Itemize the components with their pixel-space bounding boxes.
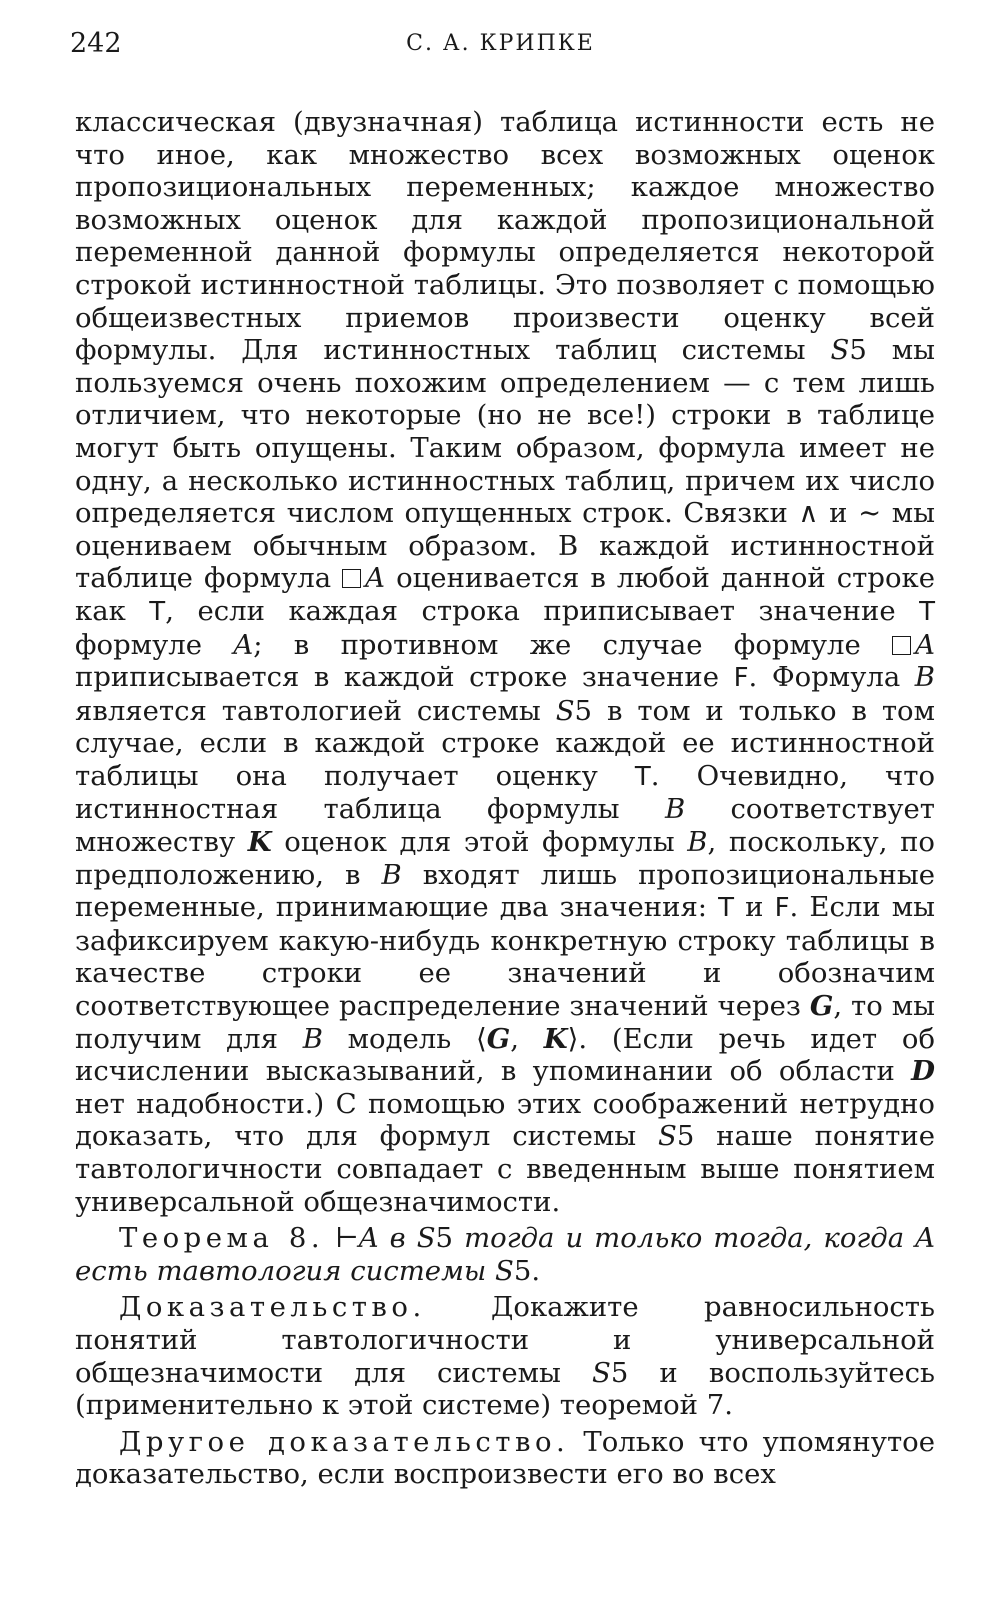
alternative-proof: Другое доказательство. Только что упомянутое доказательство, если воспроизвести его во всех	[75, 1425, 935, 1491]
page-header	[70, 28, 931, 68]
necessity-box-icon	[892, 636, 911, 655]
page-number: 242	[70, 28, 122, 59]
theorem-label: Теорема 8.	[119, 1222, 325, 1255]
theorem-8: Теорема 8. ⊢A в S5 тогда и только тогда, когда A есть тавтология системы S5.	[75, 1222, 935, 1287]
necessity-box-icon	[342, 569, 361, 588]
running-head: С. А. КРИПКЕ	[406, 31, 595, 56]
alt-proof-label: Другое доказательство.	[119, 1425, 570, 1458]
proof: Доказательство. Докажите равносильность понятий тавтологичности и универсальной общезначимости для системы S5 и воспользуйтесь (применительно к этой системе) теоремой 7.	[75, 1291, 935, 1422]
conjunction-symbol: ∧	[798, 497, 819, 530]
proof-label: Доказательство.	[119, 1291, 426, 1324]
body-text	[75, 106, 935, 1491]
negation-symbol: ∼	[858, 497, 882, 530]
paragraph-continuation: классическая (двузначная) таблица истинности есть не что иное, как множество всех возможных оценок пропозициональных переменных; каждое множество возможных оценок для каждой пропозициональной переменной данной формулы определяется некоторой строкой истинностной таблицы. Это позволяет с помощью общеизвестных приемов произвести оценку всей формулы. Для истинностных таблиц системы S5 мы пользуемся очень похожим определением — с тем лишь отличием, что некоторые (но не все!) строки в таблице могут быть опущены. Таким образом, формула имеет не одну, а несколько истинностных таблиц, причем их число определяется числом опущенных строк. Связки ∧ и ∼ мы оцениваем обычным образом. В каждой истинностной таблице формула A оценивается в любой данной строке как Т, если каждая строка приписывает значение Т формуле A; в противном же случае формуле A приписывается в каждой строке значение F. Формула B является тавтологией системы S5 в том и только в том случае, если в каждой строке каждой ее истинностной таблицы она получает оценку Т. Очевидно, что истинностная таблица формулы B соответствует множеству K оценок для этой формулы B, поскольку, по предположению, в B входят лишь пропозициональные переменные, принимающие два значения: Т и F. Если мы зафиксируем какую-нибудь конкретную строку таблицы в качестве строки ее значений и обозначим соответствующее распределение значений через G, то мы получим для B модель ⟨G, K⟩. (Если речь идет об исчислении высказываний, в упоминании об области D нет надобности.) С помощью этих соображений нетрудно доказать, что для формул системы S5 наше понятие тавтологичности совпадает с введенным выше понятием универсальной общезначимости.	[75, 106, 936, 1218]
